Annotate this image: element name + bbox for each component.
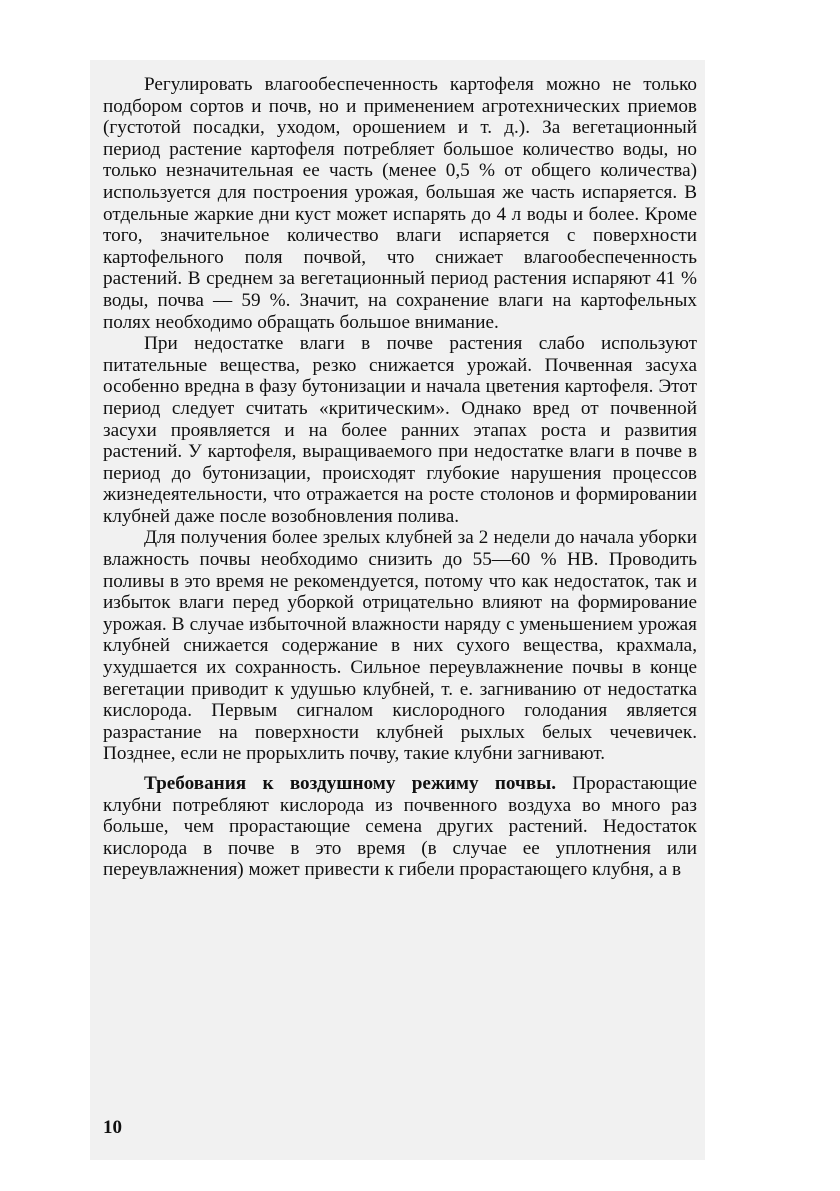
paragraph-pre-harvest-moisture: Для получения более зрелых клубней за 2 недели до начала уборки влажность почвы необходимо снизить до 55—60 % НВ. Проводить поливы в это время не рекомендуется, потому что как недостаток, так и избыток влаги перед уборкой отрицательно влияют на формирование урожая. В случае избыточной влажности наряду с уменьшением урожая клубней снижается содержание в них сухого вещества, крахмала, ухудшается их сохранность. Сильное переувлажнение почвы в конце вегетации приводит к удушью клубней, т. е. загниванию от недостатка кислорода. Первым сигналом кислородного голодания является разрастание на поверхности клубней рыхлых белых чечевичек. Позднее, если не прорыхлить почву, такие клубни загнивают. — [103, 527, 697, 765]
paragraph-soil-drought: При недостатке влаги в почве растения слабо используют питательные вещества, резко снижается урожай. Почвенная засуха особенно вредна в фазу бутонизации и начала цветения картофеля. Этот период следует считать «критическим». Однако вред от почвенной засухи проявляется и на более ранних этапах роста и развития растений. У картофеля, выращиваемого при недостатке влаги в почве в период до бутонизации, происходят глубокие нарушения процессов жизнедеятельности, что отражается на росте столонов и формировании клубней даже после возобновления полива. — [103, 333, 697, 527]
page-number: 10 — [103, 1117, 122, 1138]
section-heading-air-regime: Требования к воздушному режиму почвы. — [144, 773, 556, 794]
section-text-air-regime: Прорастающие клубни потребляют кислорода из почвенного воздуха во много раз больше, чем прорастающие семена других растений. Недостаток кислорода в почве в это время (в случае ее уплотнения или переувлажнения) может привести к гибели прорастающего клубня, а в — [103, 773, 698, 881]
book-page-text — [103, 74, 697, 881]
paragraph-air-regime — [103, 773, 697, 881]
paragraph-moisture-regulation: Регулировать влагообеспеченность картофеля можно не только подбором сортов и почв, но и применением агротехнических приемов (густотой посадки, уходом, орошением и т. д.). За вегетационный период растение картофеля потребляет большое количество воды, но только незначительная ее часть (менее 0,5 % от общего количества) используется для построения урожая, большая же часть испаряется. В отдельные жаркие дни куст может испарять до 4 л воды и более. Кроме того, значительное количество влаги испаряется с поверхности картофельного поля почвой, что снижает влагообеспеченность растений. В среднем за вегетационный период растения испаряют 41 % воды, почва — 59 %. Значит, на сохранение влаги на картофельных полях необходимо обращать большое внимание. — [103, 74, 697, 333]
